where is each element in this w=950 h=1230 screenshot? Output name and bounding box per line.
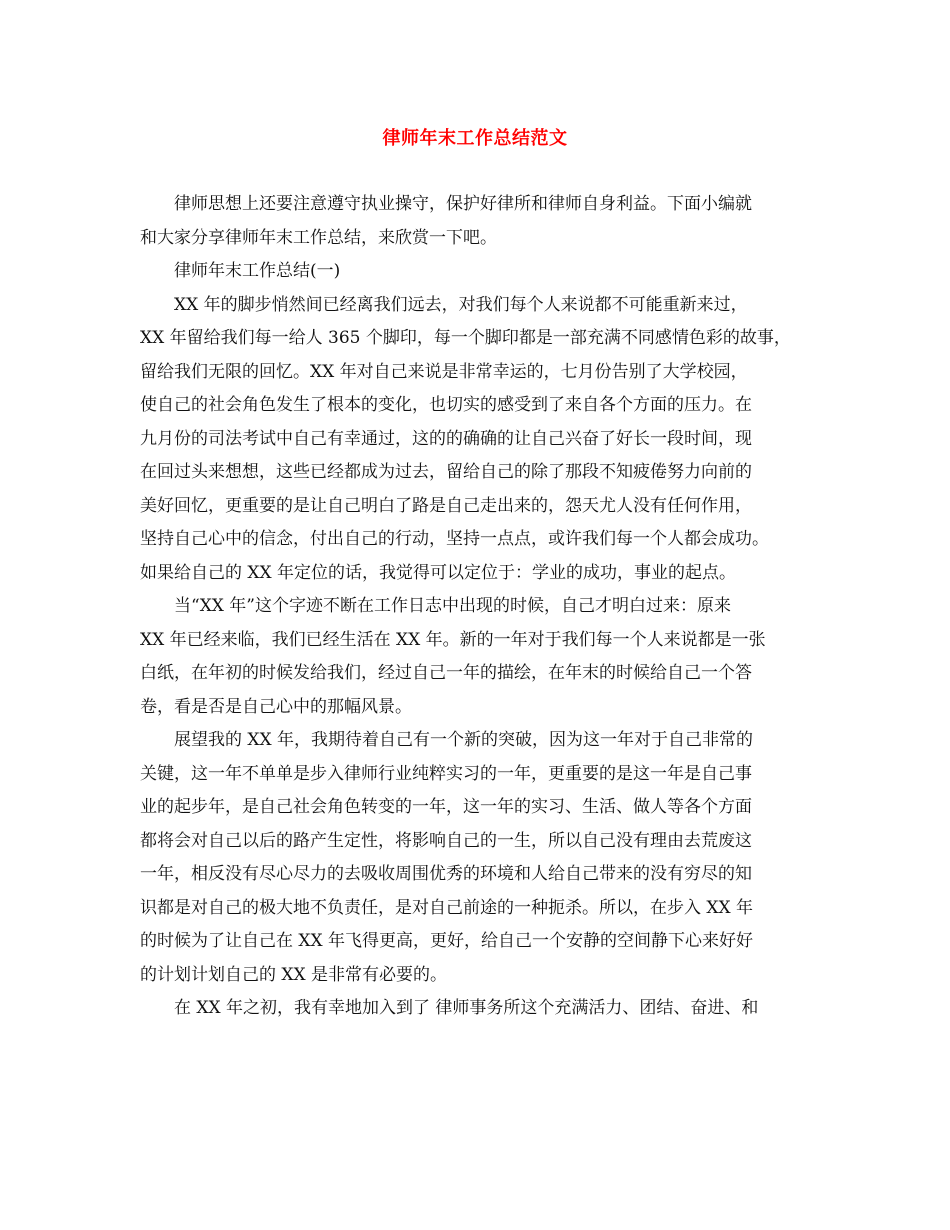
text-line: 留给我们无限的回忆。XX 年对自己来说是非常幸运的，七月份告别了大学校园， xyxy=(140,361,748,382)
text-line: 在回过头来想想，这些已经都成为过去，留给自己的除了那段不知疲倦努力向前的 xyxy=(140,462,752,482)
text-line: 一年，相反没有尽心尽力的去吸收周围优秀的环境和人给自己带来的没有穷尽的知 xyxy=(140,864,752,884)
text-line: 和大家分享律师年末工作总结，来欣赏一下吧。 xyxy=(140,227,497,248)
text-line: 展望我的 XX 年，我期待着自己有一个新的突破，因为这一年对于自己非常的 xyxy=(174,730,754,750)
text-line: 律师年末工作总结(一) xyxy=(174,261,341,281)
text-line: XX 年留给我们每一给人 365 个脚印，每一个脚印都是一部充满不同感情色彩的故事， xyxy=(140,328,791,348)
text-line: 当“XX 年”这个字迹不断在工作日志中出现的时候，自己才明白过来：原来 xyxy=(174,596,731,616)
text-line: 使自己的社会角色发生了根本的变化，也切实的感受到了来自各个方面的压力。在 xyxy=(140,395,752,415)
text-line: 白纸，在年初的时候发给我们，经过自己一年的描绘，在年末的时候给自己一个答 xyxy=(140,663,752,683)
text-line: 在 XX 年之初，我有幸地加入到了 律师事务所这个充满活力、团结、奋进、和 xyxy=(174,998,759,1018)
text-line: 的计划计划自己的 XX 是非常有必要的。 xyxy=(140,964,448,985)
text-line: 坚持自己心中的信念，付出自己的行动，坚持一点点，或许我们每一个人都会成功。 xyxy=(140,529,769,549)
document-body xyxy=(140,188,830,1026)
text-line: 卷，看是否是自己心中的那幅风景。 xyxy=(140,696,412,717)
text-line: 律师思想上还要注意遵守执业操守，保护好律所和律师自身利益。下面小编就 xyxy=(174,194,752,214)
text-line: 都将会对自己以后的路产生定性，将影响自己的一生，所以自己没有理由去荒废这 xyxy=(140,830,752,851)
document-title: 律师年末工作总结范文 xyxy=(382,128,568,149)
text-line: 业的起步年，是自己社会角色转变的一年，这一年的实习、生活、做人等各个方面 xyxy=(140,797,752,817)
text-line: 识都是对自己的极大地不负责任，是对自己前途的一种扼杀。所以，在步入 XX 年 xyxy=(140,897,754,918)
text-line: 九月份的司法考试中自己有幸通过，这的的确确的让自己兴奋了好长一段时间，现 xyxy=(140,428,752,449)
text-line: 的时候为了让自己在 XX 年飞得更高，更好，给自己一个安静的空间静下心来好好 xyxy=(140,931,754,951)
text-line: 美好回忆，更重要的是让自己明白了路是自己走出来的，怨天尤人没有任何作用， xyxy=(140,495,752,516)
text-line: 关键，这一年不单单是步入律师行业纯粹实习的一年，更重要的是这一年是自己事 xyxy=(140,763,752,784)
text-line: XX 年已经来临，我们已经生活在 XX 年。新的一年对于我们每一个人来说都是一张 xyxy=(140,629,766,650)
text-line: XX 年的脚步悄然间已经离我们远去，对我们每个人来说都不可能重新来过， xyxy=(174,294,748,315)
text-line: 如果给自己的 XX 年定位的话，我觉得可以定位于：学业的成功，事业的起点。 xyxy=(140,562,737,583)
